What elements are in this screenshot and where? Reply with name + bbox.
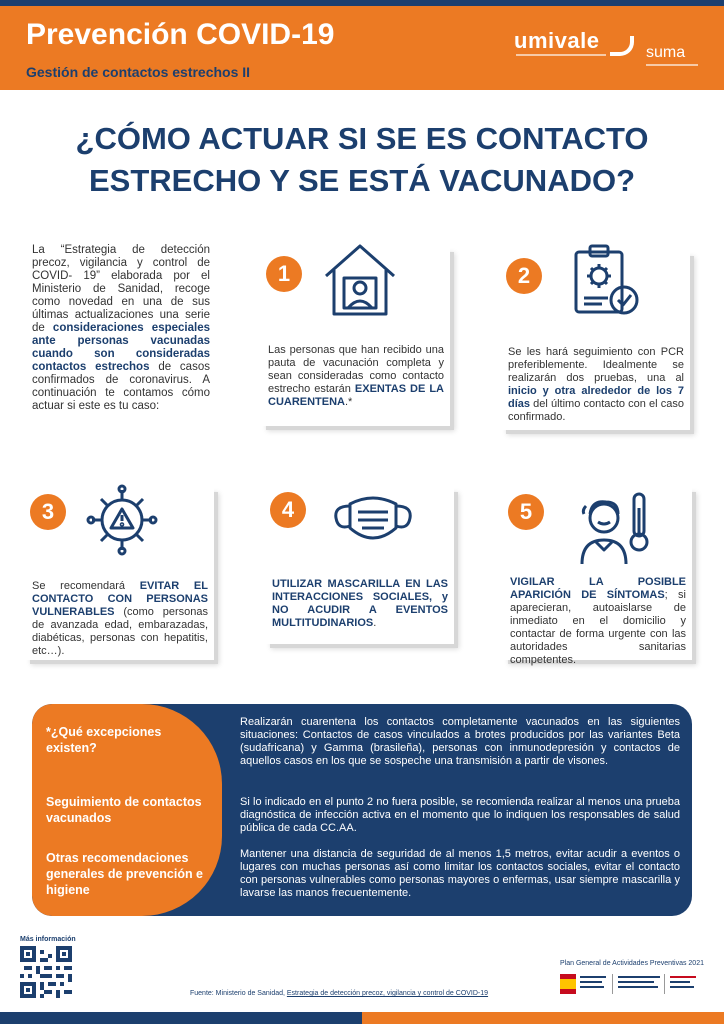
step-card-text — [268, 344, 444, 409]
step-text-pre: Se recomendará — [32, 580, 140, 592]
step-card-text — [510, 576, 686, 667]
main-heading-line-2: ESTRECHO Y SE ESTÁ VACUNADO? — [88, 163, 636, 198]
step-card-1 — [262, 248, 450, 426]
step-number-badge: 1 — [266, 256, 302, 292]
info-text-other-recommendations: Mantener una distancia de seguridad de al menos 1,5 metros, evitar acudir a eventos o lugares con muchas personas así como limitar los contactos sociales, evitar el contacto con personas vulnerables como personas mayores o enfermas, usar siempre mascarilla y lavarse las manos frecuentemente. — [240, 848, 680, 899]
intro-text-bold: consideraciones especiales ante personas vacunadas cuando son consideradas contactos estrechos — [32, 322, 210, 373]
step-text-bold: VIGILAR LA POSIBLE APARICIÓN DE SÍNTOMAS — [510, 576, 686, 601]
step-text-post: .* — [345, 396, 353, 408]
step-number-badge: 4 — [270, 492, 306, 528]
step-text-post: (como personas de avanzada edad, embarazadas, diabéticas, personas con hepatitis, etc…). — [32, 606, 208, 657]
page-subtitle: Gestión de contactos estrechos II — [26, 64, 251, 80]
intro-paragraph — [32, 244, 210, 413]
step-text-post: . — [373, 617, 377, 629]
step-card-text — [32, 580, 208, 658]
plan-note: Plan General de Actividades Preventivas 2021 — [560, 960, 704, 967]
step-card-2 — [502, 252, 690, 430]
intro-text-2: de casos confirmados de coronavirus. A continuación te contamos cómo actuar si este es tu caso: — [32, 361, 210, 412]
info-label-followup: Seguimiento de contactos vacunados — [46, 795, 202, 825]
qr-code-icon[interactable] — [20, 946, 72, 998]
umivale-swoosh-icon — [610, 36, 634, 56]
source-prefix: Fuente: Ministerio de Sanidad, — [190, 990, 287, 997]
step-text-pre: Se les hará seguimiento con PCR preferiblemente. Idealmente se realizarán dos pruebas, una al — [508, 346, 684, 384]
info-text-followup: Si lo indicado en el punto 2 no fuera posible, se recomienda realizar al menos una prueba diagnóstica de infección activa en el momento que lo indiquen los responsables de salud pública de cada CC.AA. — [240, 796, 680, 834]
suma-logo: suma — [646, 44, 686, 61]
umivale-tagline-line — [516, 54, 606, 56]
step-text-bold: inicio y otra alrededor de los 7 días — [508, 385, 684, 410]
main-heading — [0, 118, 724, 202]
government-logo-icon — [560, 972, 700, 996]
bottom-stripe-orange — [362, 1012, 724, 1024]
umivale-logo: umivale — [514, 28, 600, 53]
clipboard-virus-check-icon — [568, 242, 648, 322]
info-label-exceptions: *¿Qué excepciones existen? — [46, 725, 162, 755]
face-mask-icon — [330, 488, 416, 552]
step-number-badge: 2 — [506, 258, 542, 294]
step-text-post: ; si aparecieran, autoaislarse de inmediato en el domicilio y contactar de forma urgente con las autoridades sanitarias competentes. — [510, 589, 686, 666]
step-card-5 — [504, 488, 692, 666]
intro-text-1: La “Estrategia de detección precoz, vigilancia y control de COVID- 19” elaborada por el Ministerio de Sanidad, recoge como novedad en una de sus últimas actualizaciones una serie de — [32, 244, 210, 334]
header-banner — [0, 6, 724, 90]
page-title: Prevención COVID-19 — [26, 18, 335, 51]
step-card-4 — [266, 488, 454, 644]
step-text-post: del último contacto con el caso confirmado. — [508, 398, 684, 423]
step-text-pre: Las personas que han recibido una pauta de vacunación completa y sean consideradas como contacto estrecho estarán — [268, 344, 444, 395]
step-text-bold: UTILIZAR MASCARILLA EN LAS INTERACCIONES SOCIALES, y NO ACUDIR A EVENTOS MULTITUDINARIOS — [272, 578, 448, 629]
source-link[interactable]: Estrategia de detección precoz, vigilancia y control de COVID-19 — [286, 990, 489, 997]
suma-tagline-line — [646, 64, 698, 66]
info-panel — [32, 704, 692, 916]
info-text-exceptions: Realizarán cuarentena los contactos completamente vacunados en las siguientes situaciones: Contactos de casos vinculados a brotes producidos por las variantes Beta (sudafricana) y Gamma (brasileña), personas con inmunodepresión y contactos de aquellos casos en los que se sospeche una transmisión a partir de visones. — [240, 716, 680, 767]
person-fever-thermometer-icon — [576, 488, 656, 568]
step-text-bold: EXENTAS DE LA CUARENTENA — [268, 383, 444, 408]
info-label-other-recommendations: Otras recomendaciones generales de prevención e higiene — [46, 851, 204, 897]
virus-warning-icon — [84, 482, 160, 558]
step-card-3 — [26, 488, 214, 660]
step-number-badge: 3 — [30, 494, 66, 530]
house-person-icon — [320, 240, 400, 320]
step-card-text — [272, 578, 448, 630]
bottom-stripe-blue — [0, 1012, 362, 1024]
step-card-text — [508, 346, 684, 424]
step-text-bold: EVITAR EL CONTACTO CON PERSONAS VULNERABLES — [32, 580, 208, 618]
main-heading-line-1: ¿CÓMO ACTUAR SI SE ES CONTACTO — [75, 121, 649, 156]
more-info-label: Más información — [20, 936, 76, 943]
source-note — [190, 990, 488, 997]
step-number-badge: 5 — [508, 494, 544, 530]
